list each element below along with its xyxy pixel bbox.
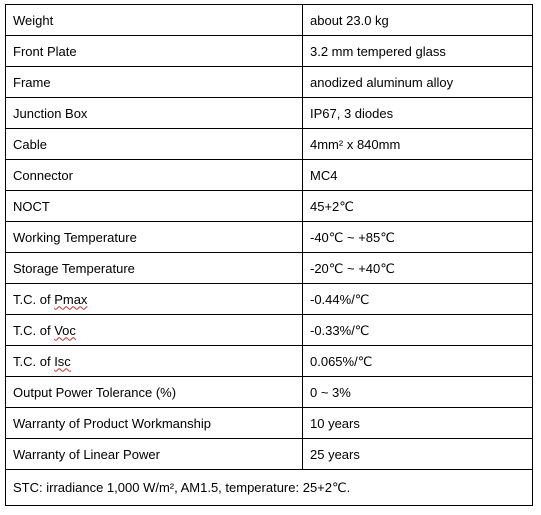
- spec-label-junction-box: Junction Box: [6, 98, 303, 129]
- spec-label-output-power-tolerance: Output Power Tolerance (%): [6, 377, 303, 408]
- table-row: [6, 377, 533, 408]
- spec-label-prefix: T.C. of: [13, 291, 55, 307]
- spec-label-prefix: T.C. of: [13, 322, 55, 338]
- table-row: [6, 36, 533, 67]
- table-row: [6, 253, 533, 284]
- table-row: [6, 315, 533, 346]
- spec-label-cable: Cable: [6, 129, 303, 160]
- table-row: [6, 191, 533, 222]
- spec-value-front-plate: 3.2 mm tempered glass: [303, 36, 533, 67]
- table-row: [6, 67, 533, 98]
- spec-label-term-pmax: Pmax: [54, 291, 88, 307]
- spec-value-warranty-linear-power: 25 years: [303, 439, 533, 470]
- spec-label-warranty-linear-power: Warranty of Linear Power: [6, 439, 303, 470]
- spec-label-noct: NOCT: [6, 191, 303, 222]
- spec-value-weight: about 23.0 kg: [303, 5, 533, 36]
- spec-label-working-temperature: Working Temperature: [6, 222, 303, 253]
- spec-label-term-voc: Voc: [54, 322, 76, 338]
- table-row: [6, 439, 533, 470]
- table-row: [6, 284, 533, 315]
- spec-value-tc-pmax: -0.44%/℃: [303, 284, 533, 315]
- spec-value-working-temperature: -40℃ ~ +85℃: [303, 222, 533, 253]
- table-row: [6, 408, 533, 439]
- spec-label-tc-pmax: [6, 284, 303, 315]
- table-row: [6, 222, 533, 253]
- spec-value-connector: MC4: [303, 160, 533, 191]
- table-row: [6, 5, 533, 36]
- specifications-table: [5, 4, 533, 506]
- table-row: [6, 129, 533, 160]
- table-row: [6, 346, 533, 377]
- spec-value-warranty-workmanship: 10 years: [303, 408, 533, 439]
- spec-label-weight: Weight: [6, 5, 303, 36]
- spec-label-front-plate: Front Plate: [6, 36, 303, 67]
- spec-label-term-isc: Isc: [54, 353, 71, 369]
- spec-label-tc-voc: [6, 315, 303, 346]
- table-row: [6, 98, 533, 129]
- spec-value-storage-temperature: -20℃ ~ +40℃: [303, 253, 533, 284]
- spec-value-noct: 45+2℃: [303, 191, 533, 222]
- stc-note: STC: irradiance 1,000 W/m², AM1.5, temperature: 25+2℃.: [6, 470, 533, 506]
- spec-value-cable: 4mm² x 840mm: [303, 129, 533, 160]
- spec-value-output-power-tolerance: 0 ~ 3%: [303, 377, 533, 408]
- spec-value-tc-isc: 0.065%/℃: [303, 346, 533, 377]
- spec-label-warranty-workmanship: Warranty of Product Workmanship: [6, 408, 303, 439]
- spec-label-prefix: T.C. of: [13, 353, 55, 369]
- spec-label-frame: Frame: [6, 67, 303, 98]
- spec-value-junction-box: IP67, 3 diodes: [303, 98, 533, 129]
- table-footer-row: [6, 470, 533, 506]
- spec-value-frame: anodized aluminum alloy: [303, 67, 533, 98]
- spec-value-tc-voc: -0.33%/℃: [303, 315, 533, 346]
- spec-label-tc-isc: [6, 346, 303, 377]
- spec-label-storage-temperature: Storage Temperature: [6, 253, 303, 284]
- spec-label-connector: Connector: [6, 160, 303, 191]
- table-row: [6, 160, 533, 191]
